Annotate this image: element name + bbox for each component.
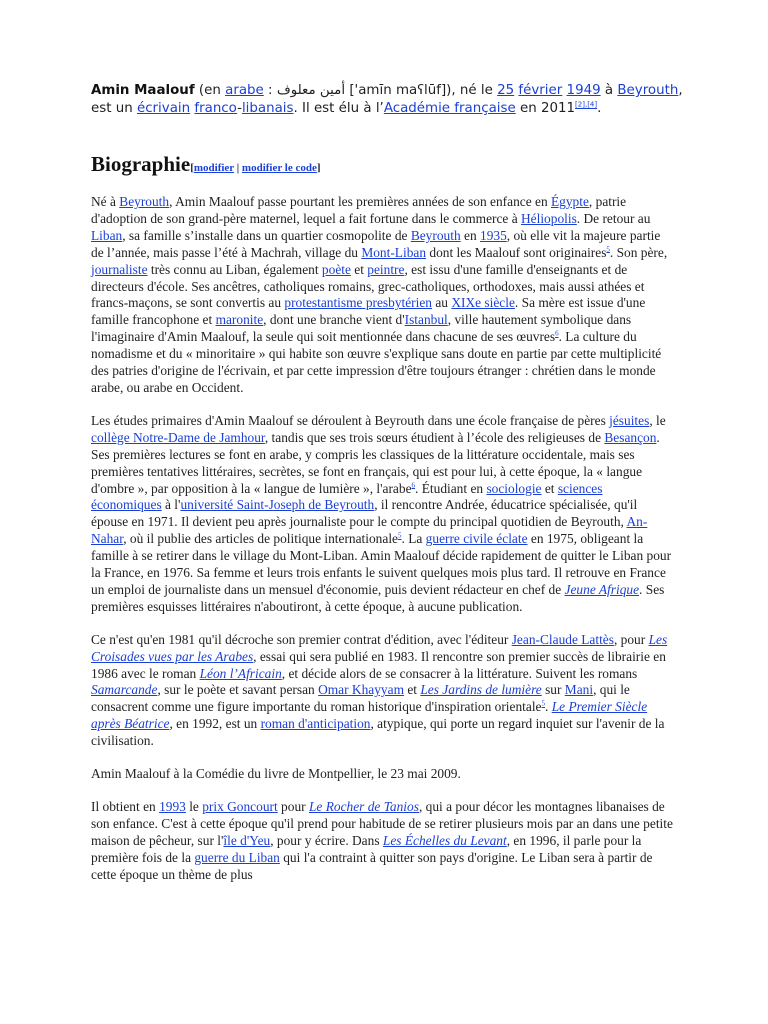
text: , en 1992, est un xyxy=(169,716,261,732)
text: , est issu d'une famille d'enseignants et de directeurs d'école. Ses ancêtres, catholiques romains, grec-catholiques, orthodoxes, mais aussi athées et francs-maçons, se sont convertis au xyxy=(91,261,645,311)
link-samarcande[interactable]: Samarcande xyxy=(91,682,158,698)
link-ile-d-yeu[interactable]: île d'Yeu xyxy=(223,832,271,848)
text: et xyxy=(350,261,368,277)
link-1949[interactable]: 1949 xyxy=(566,83,601,98)
text: . La culture du nomadisme et du « minoritaire » qui habite son œuvre s'explique sans doute en partie par cette multiplicité des patries d'origine de l'écrivain, et par cette impression d'être toujours étranger : chrétien dans le monde arabe, ou arabe en Occident. xyxy=(91,329,662,395)
text: , qui a pour décor les montagnes libanaises de son enfance. C'est à cette époque qu'il prend pour habitude de se retirer plusieurs mois par an dans une petite maison de pêcheur, sur l' xyxy=(91,799,673,848)
text: Ce n'est qu'en 1981 qu'il décroche son premier contrat d'édition, avec l'éditeur xyxy=(91,631,512,647)
reference-link[interactable]: [2],[4] xyxy=(575,100,598,109)
link-les-croisades[interactable]: Les Croisades vues par les Arabes xyxy=(91,631,668,664)
link-jesuites[interactable]: jésuites xyxy=(609,412,650,428)
link-roman-anticipation[interactable]: roman d'anticipation xyxy=(260,716,371,732)
link-egypte[interactable]: Égypte xyxy=(550,194,589,209)
text: . xyxy=(597,101,602,116)
text: , ville hautement symbolique dans l'imaginaire d'Amin Maalouf, la seule qui soit mentionnée dans chacune de ses œuvres xyxy=(91,312,632,345)
edit-links xyxy=(190,162,320,174)
text: . Ses premières esquisses littéraires n'aboutiront, à cette époque, à aucune publication. xyxy=(91,581,665,614)
text: , sur le poète et savant persan xyxy=(157,682,319,698)
subject-name: Amin Maalouf xyxy=(91,83,195,98)
link-ecrivain[interactable]: écrivain xyxy=(136,101,191,116)
link-protestantisme[interactable]: protestantisme presbytérien xyxy=(284,295,432,311)
link-prix-goncourt[interactable]: prix Goncourt xyxy=(202,799,278,814)
article-body xyxy=(91,194,675,900)
text: , patrie d'adoption de son grand-père maternel, lequel a fait fortune dans le commerce à xyxy=(91,194,627,226)
link-universite-saint-joseph[interactable]: université Saint-Joseph de Beyrouth xyxy=(180,497,375,513)
lead-paragraph xyxy=(91,82,691,118)
bracket: ] xyxy=(316,162,321,174)
text: Amin Maalouf à la Comédie du livre de Montpellier, le 23 mai 2009. xyxy=(91,766,461,782)
link-academie-francaise[interactable]: Académie française xyxy=(383,101,516,116)
link-mani[interactable]: Mani xyxy=(564,682,594,698)
link-college-jamhour[interactable]: collège Notre-Dame de Jamhour xyxy=(91,429,265,445)
text: en 2011 xyxy=(515,101,576,116)
separator: | xyxy=(233,162,242,174)
text: au xyxy=(432,295,452,311)
bracket: [ xyxy=(190,162,194,174)
link-jean-claude-lattes[interactable]: Jean-Claude Lattès xyxy=(511,631,614,647)
link-liban[interactable]: Liban xyxy=(91,227,123,243)
text: , pour xyxy=(613,631,649,647)
text: . Son père, xyxy=(609,244,668,260)
reference-link[interactable]: 6 xyxy=(411,481,416,490)
link-guerre-civile[interactable]: guerre civile éclate xyxy=(425,531,528,547)
text: , où elle vit la majeure partie de l’année, mais passe l’été à Machrah, village du xyxy=(91,227,661,260)
link-poete[interactable]: poète xyxy=(321,261,351,277)
link-peintre[interactable]: peintre xyxy=(367,261,405,277)
text: dont les Maalouf sont originaires xyxy=(426,244,607,260)
link-beyrouth[interactable]: Beyrouth xyxy=(119,194,170,209)
text: . De retour au xyxy=(576,210,651,226)
link-fevrier[interactable]: février xyxy=(518,83,563,98)
text: à l' xyxy=(161,497,181,513)
section-title: Biographie xyxy=(91,152,191,176)
link-istanbul[interactable]: Istanbul xyxy=(404,312,448,328)
link-arabe[interactable]: arabe xyxy=(225,83,264,98)
text: , et décide alors de se consacrer à la littérature. Suivent les romans xyxy=(281,665,638,681)
text: à xyxy=(600,83,618,98)
text: . xyxy=(545,699,552,715)
text: , où il publie des articles de politique internationale xyxy=(123,531,398,547)
paragraph-1 xyxy=(91,194,675,397)
link-beyrouth[interactable]: Beyrouth xyxy=(410,227,461,243)
link-1935[interactable]: 1935 xyxy=(480,227,507,243)
link-sciences-economiques[interactable]: sciences économiques xyxy=(91,480,603,513)
paragraph-2 xyxy=(91,413,675,616)
reference-link[interactable]: 6 xyxy=(555,329,559,338)
text: : أمين معلوف ['amīn maʕlūf]), né le xyxy=(263,83,498,98)
text: . La xyxy=(401,531,426,547)
text: , il rencontre Andrée, éducatrice spécialisée, qu'il épouse en 1971. Il devient peu après journaliste pour le compte du principal quotidien de Beyrouth, xyxy=(91,497,638,530)
text: et xyxy=(541,480,558,496)
link-besancon[interactable]: Besançon xyxy=(604,429,657,445)
text: , essai qui sera publié en 1983. Il rencontre son premier succès de librairie en 1986 avec le roman xyxy=(91,648,666,681)
reference-link[interactable]: 5 xyxy=(398,531,402,540)
text: le xyxy=(185,799,203,814)
section-heading xyxy=(91,152,691,177)
text: en 1975, obligeant la famille à se retirer dans le village du Mont-Liban. Amin Maalouf décide rapidement de quitter le Liban pour la France, en 1976. Sa femme et leurs trois enfants le suivent quelques mois plus tard. Il retrouve en France un emploi de journaliste dans un mensuel d'économie, puis devient rédacteur en chef de xyxy=(91,531,672,597)
text: et xyxy=(404,682,421,698)
text: pour xyxy=(277,799,309,814)
reference-link[interactable]: 5 xyxy=(541,699,545,708)
link-jardins-de-lumiere[interactable]: Les Jardins de lumière xyxy=(420,682,542,698)
text: - xyxy=(237,101,242,116)
image-caption xyxy=(91,766,675,783)
text: , pour y écrire. Dans xyxy=(270,832,383,848)
link-1993[interactable]: 1993 xyxy=(159,799,186,814)
text: , atypique, qui porte un regard inquiet sur l'avenir de la civilisation. xyxy=(91,716,665,749)
link-guerre-du-liban[interactable]: guerre du Liban xyxy=(194,849,280,865)
text: en xyxy=(460,227,480,243)
paragraph-5 xyxy=(91,799,675,884)
link-beyrouth[interactable]: Beyrouth xyxy=(617,83,679,98)
link-sociologie[interactable]: sociologie xyxy=(486,480,542,496)
text: , en 1996, il parle pour la première fois de la xyxy=(91,832,642,865)
text: , est un xyxy=(91,83,683,116)
link-mont-liban[interactable]: Mont-Liban xyxy=(361,244,427,260)
text: . Ses premières lectures se font en arabe, y compris les classiques de la littérature occidentale, mais ses premières tentatives littéraires, secrètes, se font en français, qui est pour lui, à cette époque, la « langue d'ombre », par opposition à la « langue de lumière », l'arabe xyxy=(91,429,660,496)
link-leon-l-africain[interactable]: Léon l’Africain xyxy=(199,665,282,681)
text: , le xyxy=(649,412,666,428)
text: très connu au Liban, également xyxy=(147,261,322,277)
link-echelles-du-levant[interactable]: Les Échelles du Levant xyxy=(382,832,507,848)
text: Il obtient en xyxy=(91,799,160,814)
link-maronite[interactable]: maronite xyxy=(215,312,264,328)
text: Né à xyxy=(91,194,120,209)
text: . Étudiant en xyxy=(415,480,487,496)
link-rocher-de-tanios[interactable]: Le Rocher de Tanios xyxy=(308,799,419,814)
text: (en xyxy=(194,83,226,98)
text: sur xyxy=(541,682,565,698)
edit-link[interactable]: modifier xyxy=(193,162,234,174)
text: , qui le consacrent comme une figure importante du roman historique d'inspiration orientale xyxy=(91,682,630,715)
edit-code-link[interactable]: modifier le code xyxy=(241,162,317,174)
link-jeune-afrique[interactable]: Jeune Afrique xyxy=(564,581,640,597)
paragraph-3 xyxy=(91,632,675,750)
link-an-nahar[interactable]: An-Nahar xyxy=(91,514,648,547)
link-omar-khayyam[interactable]: Omar Khayyam xyxy=(318,682,404,698)
link-franco[interactable]: franco xyxy=(194,101,238,116)
link-libanais[interactable]: libanais xyxy=(241,101,294,116)
text: , tandis que ses trois sœurs étudient à l’école des religieuses de xyxy=(264,429,605,445)
link-premier-siecle[interactable]: Le Premier Siècle après Béatrice xyxy=(91,699,648,732)
link-heliopolis[interactable]: Héliopolis xyxy=(521,210,577,226)
text: , sa famille s’installe dans un quartier cosmopolite de xyxy=(122,227,411,243)
text: . Il est élu à l’ xyxy=(293,101,384,116)
text: , Amin Maalouf passe pourtant les premières années de son enfance en xyxy=(169,194,551,209)
text: . Sa mère est issue d'une famille francophone et xyxy=(91,295,646,328)
text: , dont une branche vient d' xyxy=(263,312,405,328)
text: Les études primaires d'Amin Maalouf se déroulent à Beyrouth dans une école française de pères xyxy=(91,412,610,428)
text: qui l'a contraint à quitter son pays d'origine. Le Liban sera à partir de cette époque un thème de plus xyxy=(91,849,653,882)
reference-link[interactable]: 5 xyxy=(606,245,610,254)
link-journaliste[interactable]: journaliste xyxy=(91,261,148,277)
link-xix-siecle[interactable]: XIXe siècle xyxy=(451,295,515,311)
link-25[interactable]: 25 xyxy=(497,83,515,98)
